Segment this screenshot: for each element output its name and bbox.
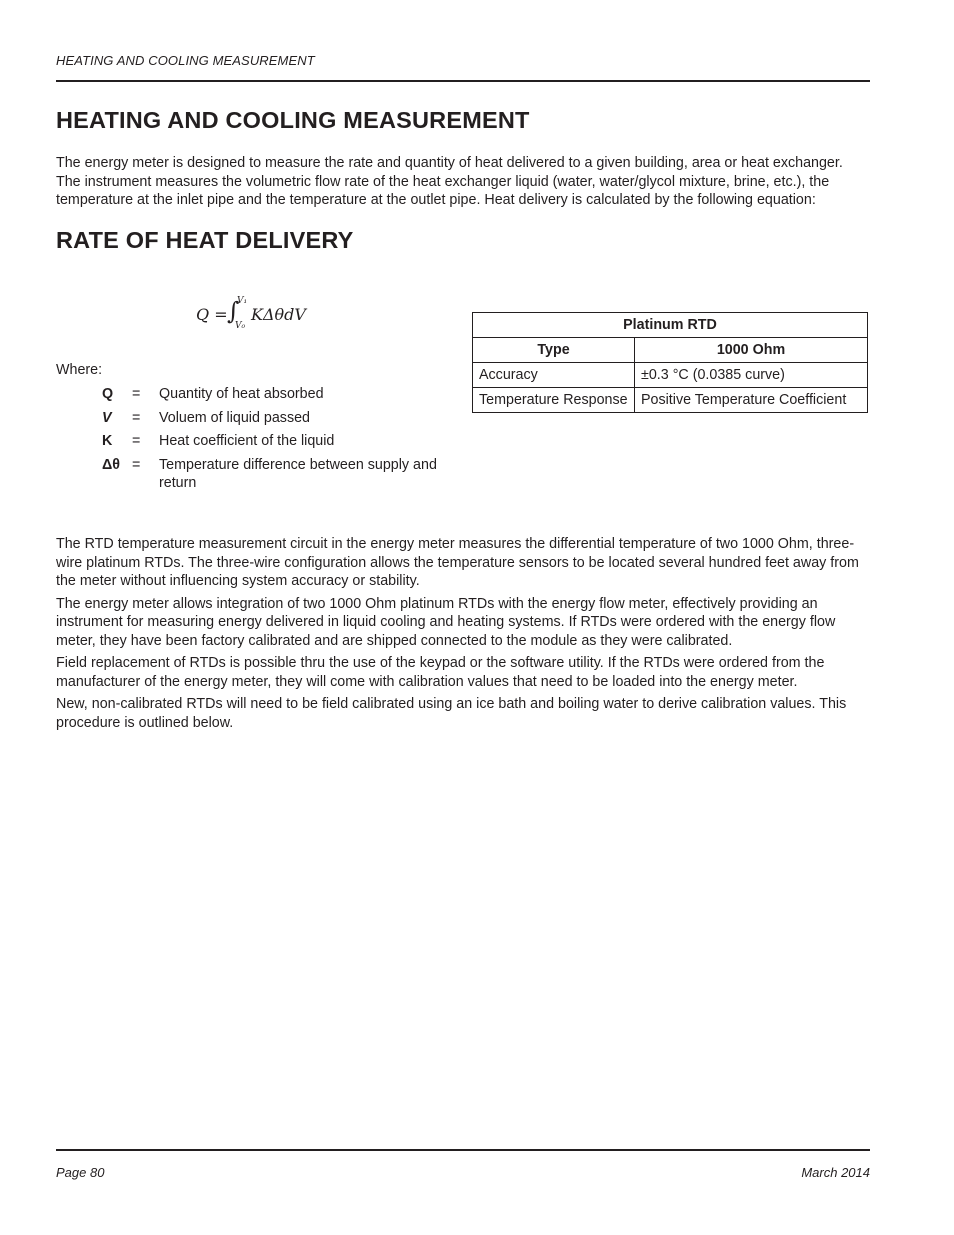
legend-symbol: Δθ: [102, 456, 121, 473]
where-label: Where:: [56, 362, 103, 378]
table-row: [473, 388, 868, 413]
section-title: HEATING AND COOLING MEASUREMENT: [56, 107, 530, 133]
legend-item: [98, 409, 438, 428]
legend-definition: Voluem of liquid passed: [159, 409, 311, 426]
legend-item: [98, 432, 438, 451]
legend-definition: Temperature difference between supply and return: [159, 456, 437, 491]
table-row: [473, 363, 868, 388]
table-title-row: [473, 313, 868, 338]
legend-item: [98, 456, 438, 493]
legend-equals: =: [132, 409, 141, 426]
table-cell: Accuracy: [473, 363, 635, 388]
platinum-rtd-table: [472, 312, 868, 413]
body-text: [56, 535, 870, 736]
integral-upper-limit: V₁: [237, 296, 248, 306]
equation-integrand: KΔθdV: [251, 305, 306, 324]
publication-date: March 2014: [801, 1165, 870, 1180]
body-paragraph: The energy meter allows integration of two 1000 Ohm platinum RTDs with the energy flow meter, effectively providing an instrument for measuring energy delivered in liquid cooling and heating systems. If RTDs were ordered with the energy flow meter, they have been factory calibrated and are shipped connected to the module as they were calibrated.: [56, 595, 836, 649]
body-paragraph: Field replacement of RTDs is possible thru the use of the keypad or the software utility. If the RTDs were ordered from the manufacturer of the energy meter, they will come with calibration values that need to be loaded into the energy meter.: [56, 655, 825, 690]
equation-lhs: Q =: [196, 305, 228, 324]
legend-definition: Quantity of heat absorbed: [159, 386, 324, 402]
legend-equals: =: [132, 386, 141, 402]
page-number: Page 80: [56, 1165, 105, 1180]
legend-equals: =: [132, 433, 141, 449]
symbol-legend: [98, 385, 438, 498]
table-cell: ±0.3 °C (0.0385 curve): [635, 363, 868, 388]
footer-rule: [56, 1149, 870, 1151]
subsection-title: RATE OF HEAT DELIVERY: [56, 227, 354, 253]
body-paragraph: The RTD temperature measurement circuit in the energy meter measures the differential temperature of two 1000 Ohm, three-wire platinum RTDs. The three-wire configuration allows the temperature sensors to be located several hundred feet away from the meter without influencing system accuracy or stability.: [56, 536, 859, 589]
legend-symbol: V: [102, 409, 112, 426]
legend-symbol: Q: [102, 386, 114, 402]
table-title: Platinum RTD: [473, 313, 868, 338]
table-cell: Positive Temperature Coefficient: [635, 388, 868, 413]
legend-definition: Heat coefficient of the liquid: [159, 433, 335, 449]
integral-lower-limit: V₀: [235, 321, 246, 331]
header-rule: [56, 80, 870, 82]
body-paragraph: New, non-calibrated RTDs will need to be field calibrated using an ice bath and boiling water to derive calibration values. This procedure is outlined below.: [56, 696, 847, 731]
integral-sign: ∫: [227, 297, 240, 325]
table-header-row: [473, 338, 868, 363]
legend-equals: =: [132, 456, 141, 473]
table-cell: Temperature Response: [473, 388, 635, 413]
column-header: Type: [473, 338, 635, 363]
column-header: 1000 Ohm: [635, 338, 868, 363]
legend-item: [98, 385, 438, 404]
intro-paragraph: The energy meter is designed to measure the rate and quantity of heat delivered to a given building, area or heat exchanger. The instrument measures the volumetric flow rate of the heat exchanger liquid (water, water/glycol mixture, brine, etc.), the temperature at the inlet pipe and the temperature at the outlet pipe. Heat delivery is calculated by the following equation:: [56, 155, 843, 208]
legend-symbol: K: [102, 433, 113, 449]
running-header: HEATING AND COOLING MEASUREMENT: [56, 53, 315, 68]
